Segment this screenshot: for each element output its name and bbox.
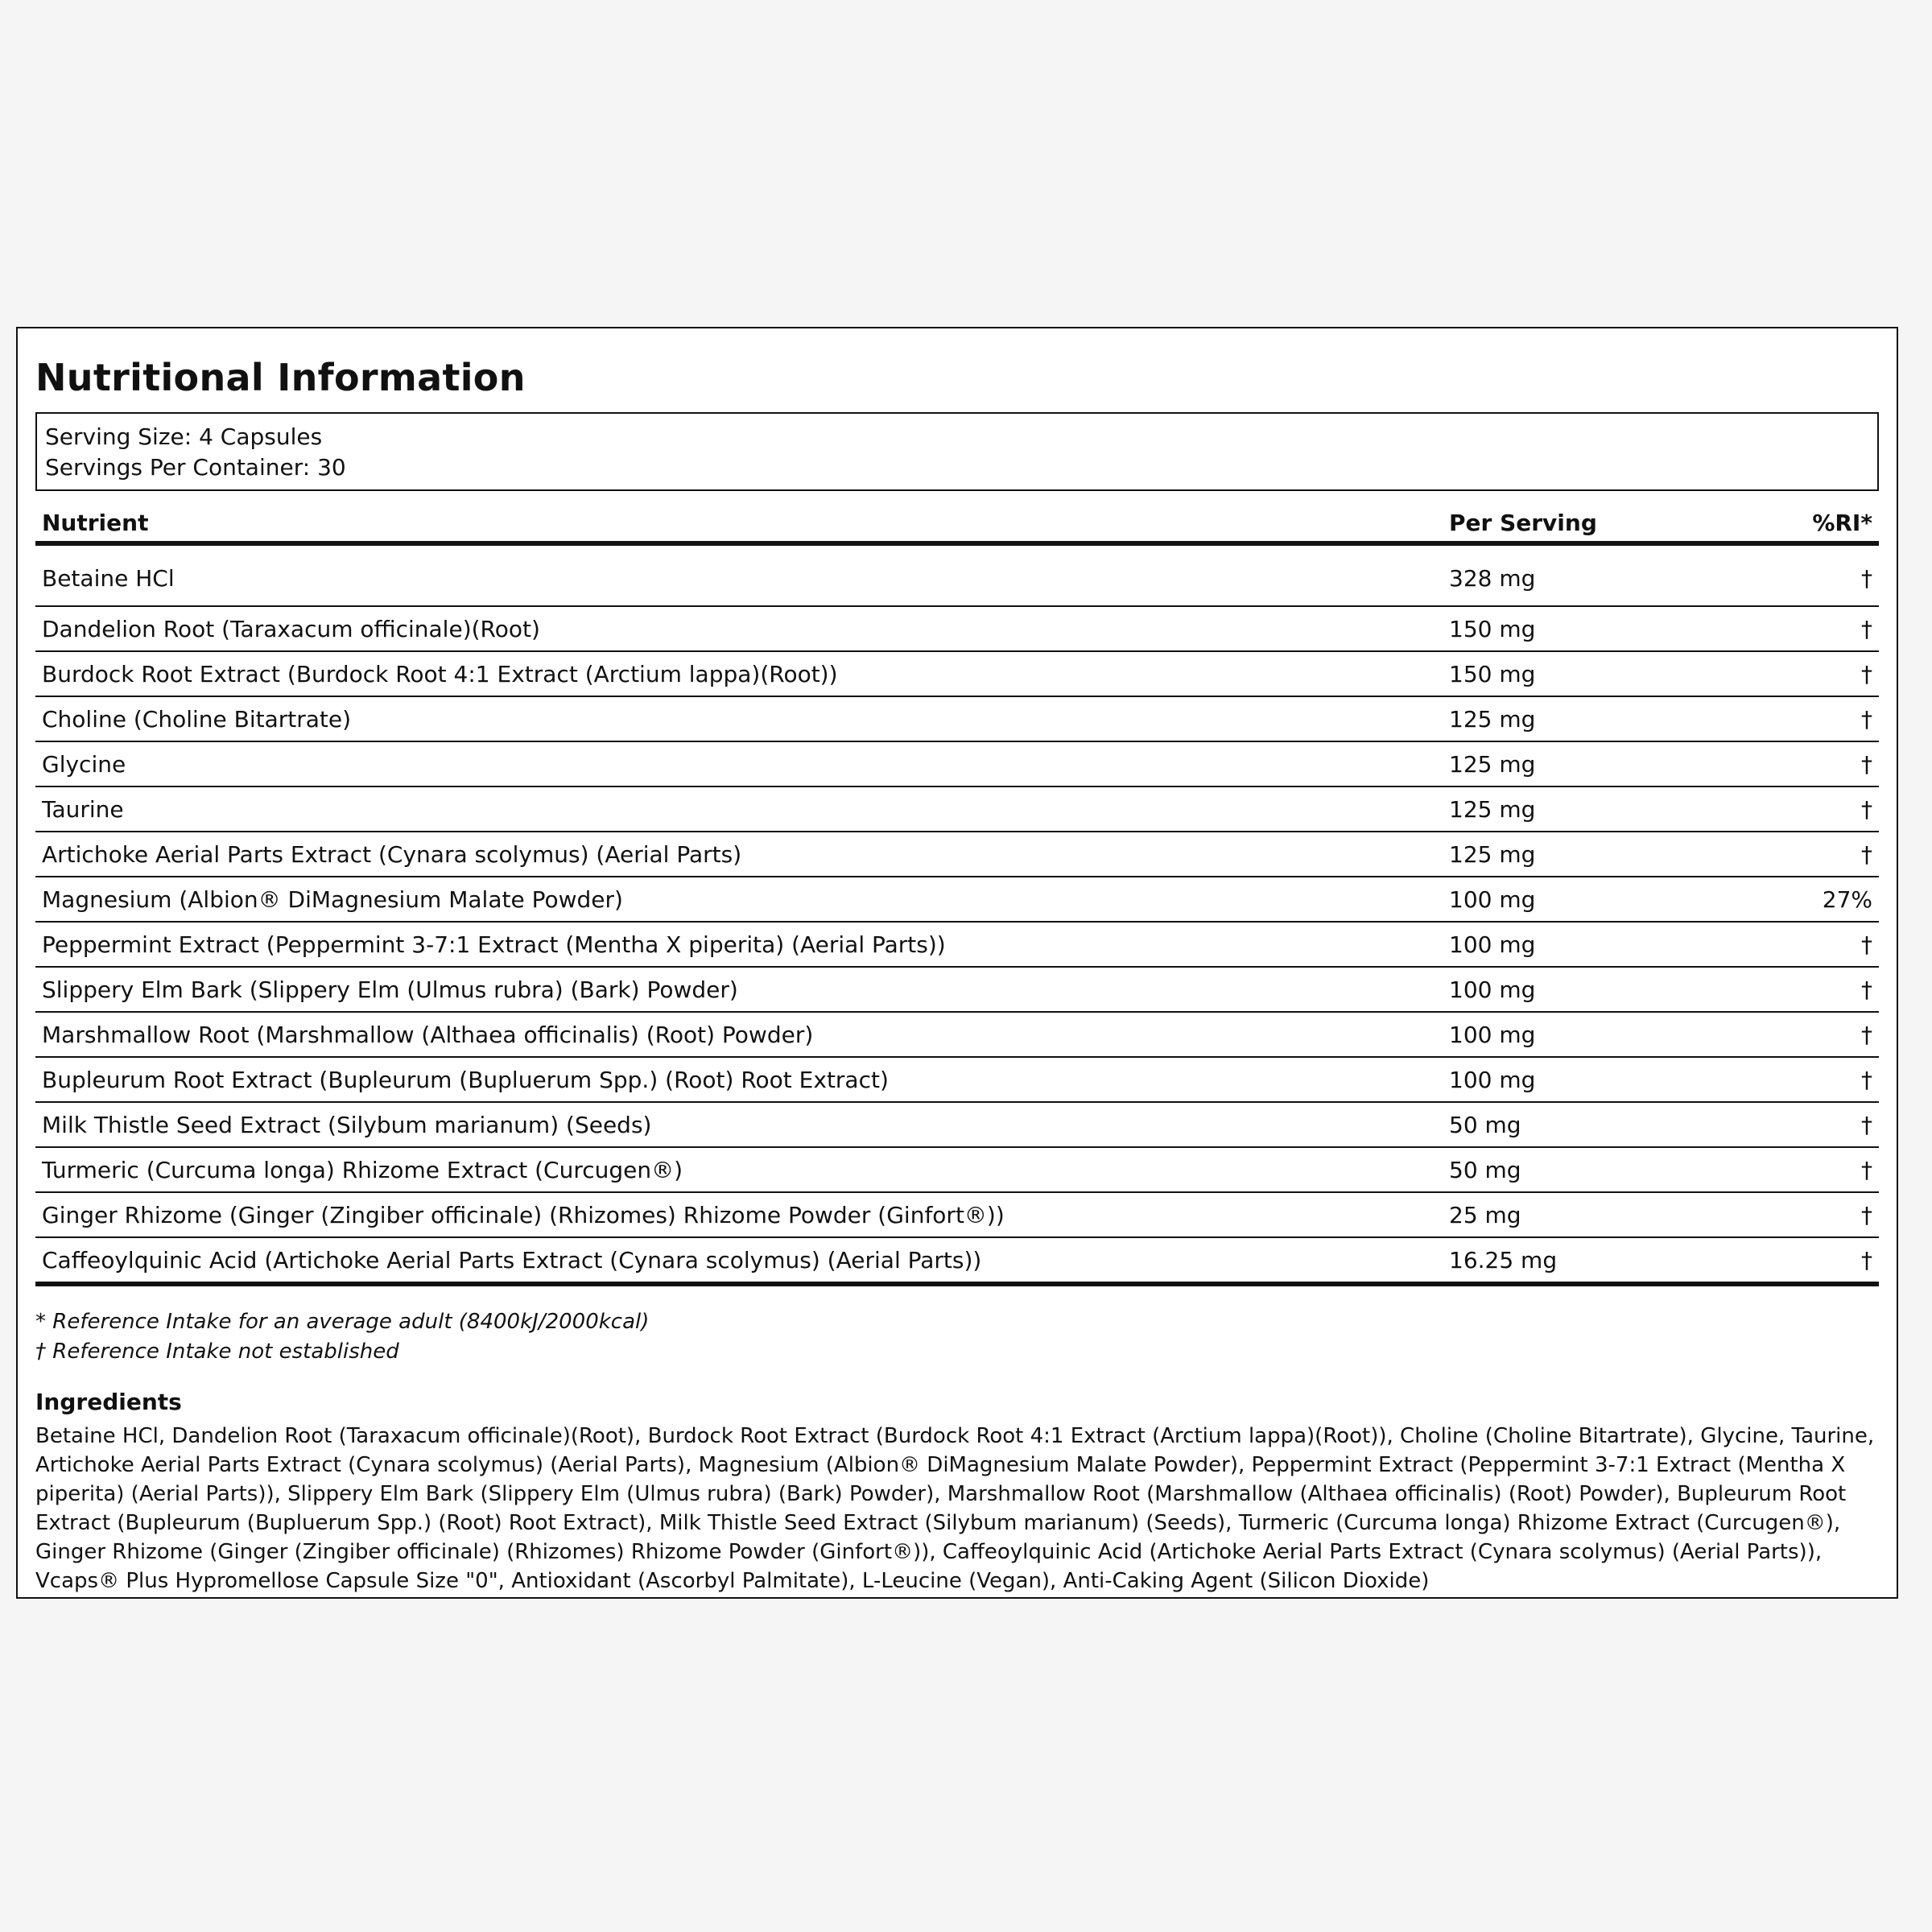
ri-value: †: [1737, 651, 1879, 696]
table-row: [35, 741, 1879, 786]
nutrient-table: [35, 504, 1879, 1286]
header-nutrient: Nutrient: [35, 504, 1443, 543]
ri-value: †: [1737, 786, 1879, 832]
ri-value: †: [1737, 1192, 1879, 1237]
ri-value: †: [1737, 1012, 1879, 1057]
per-serving-value: 125 mg: [1443, 696, 1737, 741]
per-serving-value: 150 mg: [1443, 651, 1737, 696]
per-serving-value: 125 mg: [1443, 832, 1737, 877]
per-serving-value: 125 mg: [1443, 741, 1737, 786]
nutrient-name: Bupleurum Root Extract (Bupleurum (Bupluerum Spp.) (Root) Root Extract): [35, 1057, 1443, 1102]
footnotes: [35, 1307, 1879, 1367]
per-serving-value: 50 mg: [1443, 1102, 1737, 1147]
nutrient-name: Caffeoylquinic Acid (Artichoke Aerial Parts Extract (Cynara scolymus) (Aerial Parts)): [35, 1237, 1443, 1284]
nutrient-name: Choline (Choline Bitartrate): [35, 696, 1443, 741]
footnote-ri: * Reference Intake for an average adult (8400kJ/2000kcal): [35, 1310, 650, 1334]
panel-title: Nutritional Information: [35, 356, 526, 399]
serving-size: Serving Size: 4 Capsules: [45, 423, 323, 450]
nutrition-panel: [16, 327, 1898, 1599]
table-row: [35, 1237, 1879, 1284]
per-serving-value: 150 mg: [1443, 606, 1737, 651]
table-row: [35, 877, 1879, 922]
ri-value: †: [1737, 967, 1879, 1012]
ri-value: †: [1737, 1237, 1879, 1284]
ri-value: 27%: [1737, 877, 1879, 922]
table-row: [35, 651, 1879, 696]
per-serving-value: 100 mg: [1443, 1057, 1737, 1102]
table-row: [35, 832, 1879, 877]
nutrient-name: Milk Thistle Seed Extract (Silybum marianum) (Seeds): [35, 1102, 1443, 1147]
header-ri: %RI*: [1737, 504, 1879, 543]
serving-info-box: [35, 412, 1879, 491]
footnote-dagger: † Reference Intake not established: [35, 1340, 399, 1364]
ri-value: †: [1737, 922, 1879, 967]
servings-per-container: Servings Per Container: 30: [45, 454, 346, 481]
table-row: [35, 543, 1879, 606]
table-row: [35, 696, 1879, 741]
table-row: [35, 1192, 1879, 1237]
ri-value: †: [1737, 696, 1879, 741]
table-row: [35, 1057, 1879, 1102]
per-serving-value: 125 mg: [1443, 786, 1737, 832]
nutrient-name: Turmeric (Curcuma longa) Rhizome Extract (Curcugen®): [35, 1147, 1443, 1192]
nutrient-name: Dandelion Root (Taraxacum officinale)(Root): [35, 606, 1443, 651]
per-serving-value: 25 mg: [1443, 1192, 1737, 1237]
ri-value: †: [1737, 832, 1879, 877]
table-row: [35, 1147, 1879, 1192]
ri-value: †: [1737, 1057, 1879, 1102]
per-serving-value: 16.25 mg: [1443, 1237, 1737, 1284]
ingredients-text: Betaine HCl, Dandelion Root (Taraxacum officinale)(Root), Burdock Root Extract (Burdock Root 4:1 Extract (Arctium lappa)(Root)), Choline (Choline Bitartrate), Glycine, Taurine, Artichoke Aerial Parts Extract (Cynara scolymus) (Aerial Parts), Magnesium (Albion® DiMagnesium Malate Powder), Peppermint Extract (Peppermint 3-7:1 Extract (Mentha X piperita) (Aerial Parts)), Slippery Elm Bark (Slippery Elm (Ulmus rubra) (Bark) Powder), Marshmallow Root (Marshmallow (Althaea officinalis) (Root) Powder), Bupleurum Root Extract (Bupleurum (Bupluerum Spp.) (Root) Root Extract), Milk Thistle Seed Extract (Silybum marianum) (Seeds), Turmeric (Curcuma longa) Rhizome Extract (Curcugen®), Ginger Rhizome (Ginger (Zingiber officinale) (Rhizomes) Rhizome Powder (Ginfort®)), Caffeoylquinic Acid (Artichoke Aerial Parts Extract (Cynara scolymus) (Aerial Parts)), Vcaps® Plus Hypromellose Capsule Size "0", Antioxidant (Ascorbyl Palmitate), L-Leucine (Vegan), Anti-Caking Agent (Silicon Dioxide): [35, 1424, 1875, 1593]
nutrient-name: Peppermint Extract (Peppermint 3-7:1 Extract (Mentha X piperita) (Aerial Parts)): [35, 922, 1443, 967]
ri-value: †: [1737, 543, 1879, 606]
per-serving-value: 100 mg: [1443, 922, 1737, 967]
ri-value: †: [1737, 741, 1879, 786]
table-row: [35, 1012, 1879, 1057]
header-per-serving: Per Serving: [1443, 504, 1737, 543]
ingredients-heading: Ingredients: [35, 1389, 182, 1415]
nutrient-name: Burdock Root Extract (Burdock Root 4:1 Extract (Arctium lappa)(Root)): [35, 651, 1443, 696]
nutrient-name: Magnesium (Albion® DiMagnesium Malate Powder): [35, 877, 1443, 922]
per-serving-value: 100 mg: [1443, 877, 1737, 922]
nutrient-name: Artichoke Aerial Parts Extract (Cynara scolymus) (Aerial Parts): [35, 832, 1443, 877]
table-row: [35, 786, 1879, 832]
nutrient-name: Ginger Rhizome (Ginger (Zingiber officinale) (Rhizomes) Rhizome Powder (Ginfort®)): [35, 1192, 1443, 1237]
nutrient-name: Glycine: [35, 741, 1443, 786]
ri-value: †: [1737, 1147, 1879, 1192]
nutrient-name: Taurine: [35, 786, 1443, 832]
ri-value: †: [1737, 606, 1879, 651]
nutrient-name: Slippery Elm Bark (Slippery Elm (Ulmus rubra) (Bark) Powder): [35, 967, 1443, 1012]
per-serving-value: 50 mg: [1443, 1147, 1737, 1192]
per-serving-value: 100 mg: [1443, 967, 1737, 1012]
nutrient-name: Marshmallow Root (Marshmallow (Althaea officinalis) (Root) Powder): [35, 1012, 1443, 1057]
per-serving-value: 100 mg: [1443, 1012, 1737, 1057]
nutrient-name: Betaine HCl: [35, 543, 1443, 606]
ri-value: †: [1737, 1102, 1879, 1147]
table-header-row: [35, 504, 1879, 543]
table-row: [35, 922, 1879, 967]
per-serving-value: 328 mg: [1443, 543, 1737, 606]
table-row: [35, 967, 1879, 1012]
table-row: [35, 606, 1879, 651]
table-row: [35, 1102, 1879, 1147]
